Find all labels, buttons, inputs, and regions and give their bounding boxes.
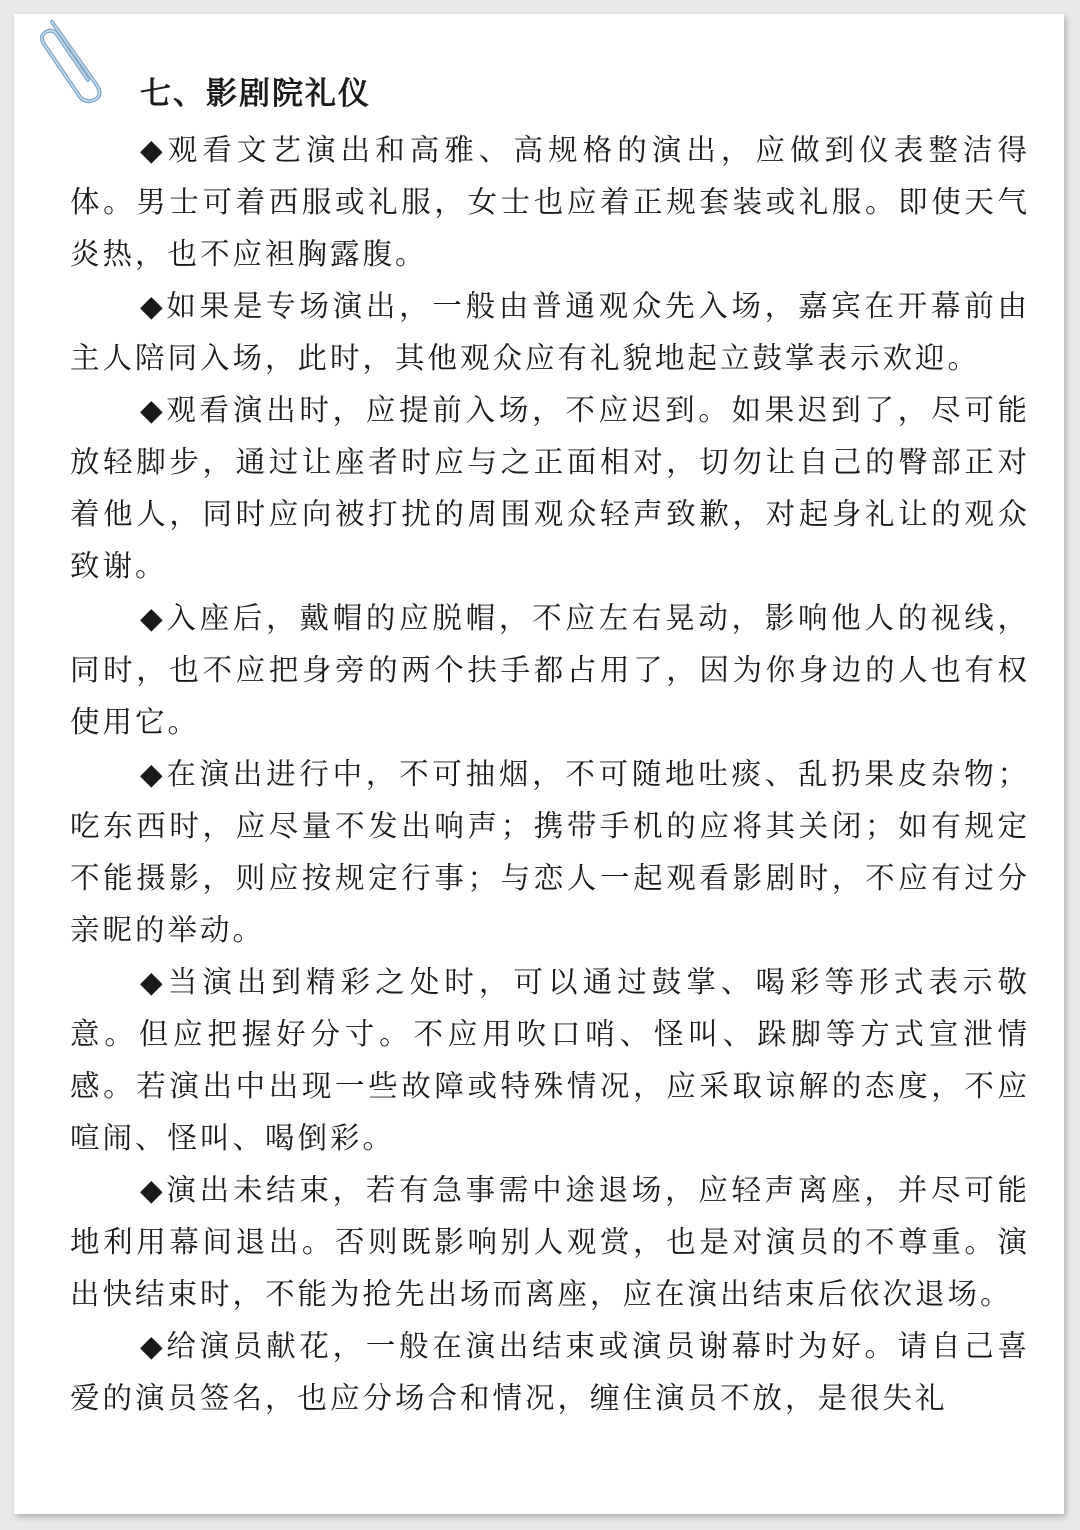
paragraph-leaving-early: ◆演出未结束，若有急事需中途退场，应轻声离座，并尽可能地利用幕间退出。否则既影响别人观赏，也是对演员的不尊重。演出快结束时，不能为抢先出场而离座，应在演出结束后依次退场。: [70, 1173, 1030, 1311]
paragraph-flowers: ◆给演员献花，一般在演出结束或演员谢幕时为好。请自己喜爱的演员签名，也应分场合和情况，缠住演员不放，是很失礼: [70, 1329, 1030, 1415]
paragraph-during-performance: ◆在演出进行中，不可抽烟，不可随地吐痰、乱扔果皮杂物；吃东西时，应尽量不发出响声；携带手机的应将其关闭；如有规定不能摄影，则应按规定行事；与恋人一起观看影剧时，不应有过分亲昵的举动。: [70, 757, 1030, 947]
paragraph-applause: ◆当演出到精彩之处时，可以通过鼓掌、喝彩等形式表示敬意。但应把握好分寸。不应用吹口哨、怪叫、跺脚等方式宣泄情感。若演出中出现一些故障或特殊情况，应采取谅解的态度，不应喧闹、怪叫、喝倒彩。: [70, 965, 1030, 1155]
document-page: [14, 14, 1064, 1514]
document-body: [70, 64, 1030, 1424]
paragraph-seating: ◆入座后，戴帽的应脱帽，不应左右晃动，影响他人的视线，同时，也不应把身旁的两个扶手都占用了，因为你身边的人也有权使用它。: [70, 601, 1030, 739]
paragraph-attire: ◆观看文艺演出和高雅、高规格的演出，应做到仪表整洁得体。男士可着西服或礼服，女士也应着正规套装或礼服。即使天气炎热，也不应袒胸露腹。: [70, 133, 1030, 271]
section-title: 七、影剧院礼仪: [140, 76, 371, 112]
paragraph-arrival: ◆观看演出时，应提前入场，不应迟到。如果迟到了，尽可能放轻脚步，通过让座者时应与之正面相对，切勿让自己的臀部正对着他人，同时应向被打扰的周围观众轻声致歉，对起身礼让的观众致谢。: [70, 393, 1030, 583]
paragraph-special-performance: ◆如果是专场演出，一般由普通观众先入场，嘉宾在开幕前由主人陪同入场，此时，其他观众应有礼貌地起立鼓掌表示欢迎。: [70, 289, 1030, 375]
